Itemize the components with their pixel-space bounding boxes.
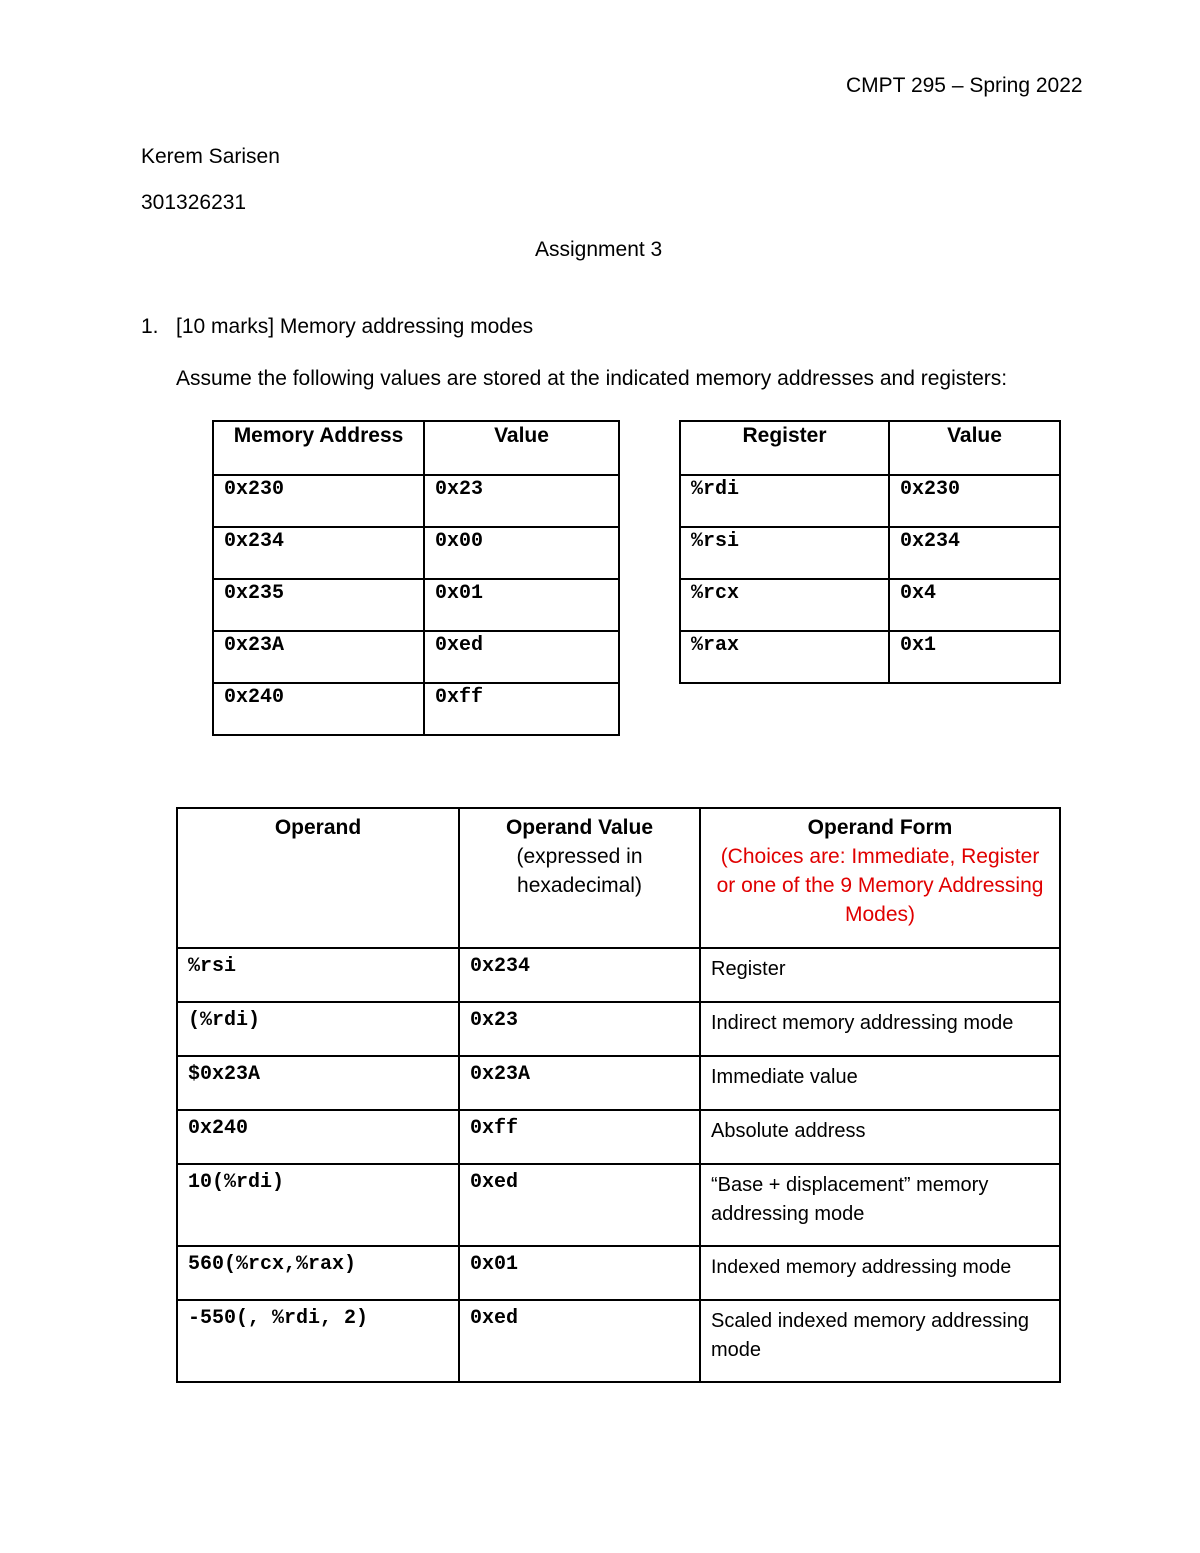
operand-table-header: [177, 808, 1060, 948]
register-name-cell: %rdi: [680, 475, 889, 527]
operand-form-cell: Register: [700, 948, 1060, 1002]
operand-value-cell: 0xed: [459, 1300, 700, 1382]
table-row: [177, 1056, 1060, 1110]
operand-form-cell: “Base + displacement” memory addressing mode: [700, 1164, 1060, 1246]
memory-value-cell: 0x00: [424, 527, 619, 579]
memory-value-header: Value: [424, 421, 619, 475]
operand-value-cell: 0x234: [459, 948, 700, 1002]
question-number: 1.: [141, 315, 159, 338]
memory-value-cell: 0xed: [424, 631, 619, 683]
operand-form-cell: Immediate value: [700, 1056, 1060, 1110]
operand-form-title: Operand Form: [807, 816, 953, 839]
operand-cell: 10(%rdi): [177, 1164, 459, 1246]
table-row: [177, 1164, 1060, 1246]
table-row: [177, 1002, 1060, 1056]
table-row: [177, 948, 1060, 1002]
memory-address-cell: 0x23A: [213, 631, 424, 683]
operand-form-header: [700, 808, 1060, 948]
table-row: [680, 475, 1060, 527]
table-row: [680, 579, 1060, 631]
register-name-cell: %rsi: [680, 527, 889, 579]
register-value-cell: 0x234: [889, 527, 1060, 579]
table-row: [680, 527, 1060, 579]
operand-header-label: Operand: [274, 816, 362, 839]
operand-value-cell: 0xed: [459, 1164, 700, 1246]
operand-cell: -550(, %rdi, 2): [177, 1300, 459, 1382]
register-name-cell: %rcx: [680, 579, 889, 631]
operand-form-cell: Scaled indexed memory addressing mode: [700, 1300, 1060, 1382]
operand-header: [177, 808, 459, 948]
register-value-cell: 0x1: [889, 631, 1060, 683]
table-row: [680, 631, 1060, 683]
operand-form-cell: Indirect memory addressing mode: [700, 1002, 1060, 1056]
operand-value-note: (expressed in hexadecimal): [516, 845, 643, 897]
table-row: [177, 1300, 1060, 1382]
operand-table: [176, 807, 1061, 1383]
table-row: [213, 631, 619, 683]
register-value-cell: 0x4: [889, 579, 1060, 631]
register-header: Register: [680, 421, 889, 475]
operand-cell: $0x23A: [177, 1056, 459, 1110]
memory-table-header: [213, 421, 619, 475]
memory-address-cell: 0x240: [213, 683, 424, 735]
memory-table: [212, 420, 620, 736]
table-row: [177, 1246, 1060, 1300]
operand-cell: %rsi: [177, 948, 459, 1002]
memory-address-cell: 0x230: [213, 475, 424, 527]
assignment-title: Assignment 3: [535, 238, 663, 261]
operand-form-note: (Choices are: Immediate, Register or one of the 9 Memory Addressing Modes): [716, 845, 1044, 926]
register-value-cell: 0x230: [889, 475, 1060, 527]
operand-value-cell: 0xff: [459, 1110, 700, 1164]
student-name: Kerem Sarisen: [141, 145, 280, 168]
table-row: [213, 475, 619, 527]
question-heading: [10 marks] Memory addressing modes: [176, 315, 534, 338]
question-prompt: Assume the following values are stored at the indicated memory addresses and registers:: [176, 367, 1008, 390]
memory-address-cell: 0x235: [213, 579, 424, 631]
register-value-header: Value: [889, 421, 1060, 475]
operand-value-cell: 0x23A: [459, 1056, 700, 1110]
operand-value-cell: 0x23: [459, 1002, 700, 1056]
operand-cell: 0x240: [177, 1110, 459, 1164]
table-row: [213, 527, 619, 579]
table-row: [177, 1110, 1060, 1164]
operand-value-title: Operand Value: [505, 816, 654, 839]
student-id: 301326231: [141, 191, 247, 214]
operand-value-header: [459, 808, 700, 948]
memory-address-cell: 0x234: [213, 527, 424, 579]
memory-value-cell: 0xff: [424, 683, 619, 735]
register-table-header: [680, 421, 1060, 475]
operand-form-cell: Absolute address: [700, 1110, 1060, 1164]
course-header: CMPT 295 – Spring 2022: [846, 74, 1083, 97]
operand-cell: 560(%rcx,%rax): [177, 1246, 459, 1300]
memory-value-cell: 0x01: [424, 579, 619, 631]
memory-address-header: Memory Address: [213, 421, 424, 475]
operand-cell: (%rdi): [177, 1002, 459, 1056]
operand-value-cell: 0x01: [459, 1246, 700, 1300]
operand-form-cell: Indexed memory addressing mode: [700, 1246, 1060, 1300]
register-name-cell: %rax: [680, 631, 889, 683]
register-table: [679, 420, 1061, 684]
memory-value-cell: 0x23: [424, 475, 619, 527]
table-row: [213, 683, 619, 735]
table-row: [213, 579, 619, 631]
